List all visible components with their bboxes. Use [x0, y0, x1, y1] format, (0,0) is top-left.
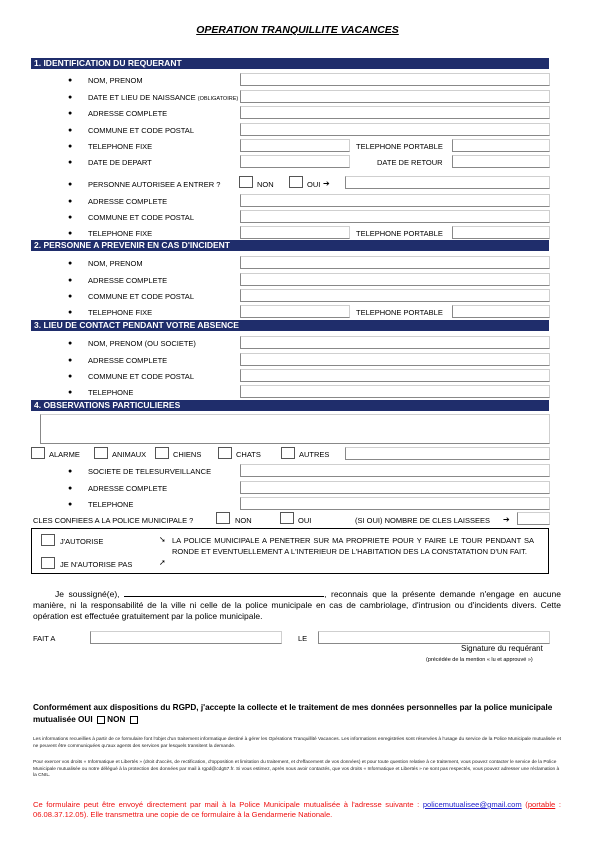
arrow-right-icon: ➔ [323, 179, 330, 188]
oui-checkbox[interactable] [289, 176, 303, 188]
label-tel-portable: TELEPHONE PORTABLE [356, 308, 443, 317]
label-tel: TELEPHONE [88, 388, 134, 397]
label-adresse: ADRESSE COMPLETE [88, 276, 168, 285]
footer-note: Ce formulaire peut être envoyé directement par mail à la Police Municipale mutualisée à l'adresse suivante : policemutualisee@gmail.com (portable : 06.08.37.12.05). Elle transmettra une copie de ce formulaire à la Gendarmerie Nationale. [33, 800, 561, 819]
bullet: ● [68, 309, 73, 316]
footer-text-1: Ce formulaire peut être envoyé directement par mail à la Police Municipale mutualisée à l'adresse suivante : [33, 800, 420, 809]
date-retour-field[interactable] [452, 155, 550, 168]
date-depart-field[interactable] [240, 155, 350, 168]
label-nom: NOM, PRENOM [88, 259, 143, 268]
observations-textarea[interactable] [40, 414, 550, 444]
adresse-autorisee-field[interactable] [240, 194, 550, 207]
bullet: ● [68, 214, 73, 221]
rgpd-consent [33, 702, 561, 726]
label-personne-autorisee: PERSONNE AUTORISEE A ENTRER ? [88, 180, 221, 189]
label-non: NON [235, 516, 252, 525]
prevenir-nom-field[interactable] [240, 256, 550, 269]
autres-checkbox[interactable] [281, 447, 295, 459]
label-nom: NOM, PRENOM [88, 76, 143, 85]
societe-adresse-field[interactable] [240, 481, 550, 494]
declaration-start: Je soussigné(e), [55, 589, 120, 599]
declaration-paragraph [33, 588, 561, 622]
cles-oui-checkbox[interactable] [280, 512, 294, 524]
section-1-header: 1. IDENTIFICATION DU REQUERANT [31, 58, 549, 69]
societe-tel-field[interactable] [240, 497, 550, 510]
bullet: ● [68, 159, 73, 166]
label-obligatoire: (OBLIGATOIRE) [197, 96, 239, 102]
label-le: LE [298, 634, 308, 643]
bullet: ● [68, 277, 73, 284]
arrow-up-right-icon: ➚ [159, 558, 166, 567]
bullet: ● [68, 110, 73, 117]
section-3-header: 3. LIEU DE CONTACT PENDANT VOTRE ABSENCE [31, 320, 549, 331]
label-tel-fixe: TELEPHONE FIXE [88, 308, 153, 317]
label-autorise-pas: JE N'AUTORISE PAS [60, 560, 133, 569]
label-societe: SOCIETE DE TELESURVEILLANCE [88, 467, 212, 476]
label-cles: CLES CONFIEES A LA POLICE MUNICIPALE ? [33, 516, 194, 525]
label-adresse: ADRESSE COMPLETE [88, 484, 168, 493]
commune-field[interactable] [240, 123, 550, 136]
non-checkbox[interactable] [239, 176, 253, 188]
fait-a-field[interactable] [90, 631, 282, 644]
bullet: ● [68, 260, 73, 267]
section-4-header: 4. OBSERVATIONS PARTICULIERES [31, 400, 549, 411]
label-non: NON [257, 180, 274, 189]
label-nom-societe: NOM, PRENOM (OU SOCIETE) [88, 339, 196, 348]
prevenir-tel-fixe-field[interactable] [240, 305, 350, 318]
label-autres: AUTRES [299, 450, 330, 459]
personne-autorisee-field[interactable] [345, 176, 550, 189]
date-signature-field[interactable] [318, 631, 550, 644]
rgpd-info-2: Pour exercer vos droits « Informatique et Libertés » (droit d'accès, de rectification, d'opposition et limitation du traitement, et d'effacement de vos données) et pour toute question relative à ce traitement, vous pouvez contacter le service de la Police Municipale mutualisée ou notre délégué à la protection des données par mail à rgpd@cdg57.fr. Si vous estimez, après nous avoir contactés, que vos droits « Informatique et Libertés » ne sont pas respectés, vous pouvez adresser une réclamation à la CNIL. [33, 760, 560, 778]
bullet: ● [68, 198, 73, 205]
footer-portable-label: portable [527, 800, 556, 809]
contact-commune-field[interactable] [240, 369, 550, 382]
rgpd-non-label: NON [107, 715, 126, 724]
label-oui: OUI [307, 180, 321, 189]
label-autorise: J'AUTORISE [60, 537, 104, 546]
section-2-header: 2. PERSONNE A PREVENIR EN CAS D'INCIDENT [31, 240, 549, 251]
chats-checkbox[interactable] [218, 447, 232, 459]
footer-text-2: ). Elle transmettra une copie de ce formulaire à la Gendarmerie Nationale. [83, 810, 333, 819]
rgpd-info-1: Les informations recueillies à partir de ce formulaire font l'objet d'un traitement informatique destiné à gérer les Opérations Tranquillité Vacances. Les informations enregistrées sont réservées à l'usage du service de la Police Municipale mutualisée et ne peuvent être communiquées qu'aux agents des services par lesquels transitent la demande. [33, 737, 561, 749]
bullet: ● [68, 357, 73, 364]
contact-adresse-field[interactable] [240, 353, 550, 366]
label-adresse: ADRESSE COMPLETE [88, 356, 168, 365]
declaration-rest: , reconnais que la présente demande n'engage en aucune manière, ni la responsabilité de la ville ni celle de la police municipale en cas de cambriolage, d'intrusion ou d'incidents divers. Cette opération est effectuée gratuitement par la police municipale. [33, 589, 561, 621]
bullet: ● [68, 127, 73, 134]
label-tel-fixe: TELEPHONE FIXE [88, 229, 153, 238]
label-commune: COMMUNE ET CODE POSTAL [88, 126, 194, 135]
tel-fixe-field[interactable] [240, 139, 350, 152]
rgpd-non-checkbox[interactable] [130, 716, 138, 724]
page-title: OPERATION TRANQUILLITE VACANCES [196, 24, 399, 36]
tel-fixe-autorisee-field[interactable] [240, 226, 350, 239]
label-tel: TELEPHONE [88, 500, 134, 509]
autorisation-text: LA POLICE MUNICIPALE A PENETRER SUR MA PROPRIETE POUR Y FAIRE LE TOUR PENDANT SA RONDE ET EVENTUELLEMENT A L'INTERIEUR DE L'HABITATION DES LA CONSTATATION D'UN FAIT. [172, 536, 534, 556]
adresse-field[interactable] [240, 106, 550, 119]
bullet: ● [68, 501, 73, 508]
autorise-checkbox[interactable] [41, 534, 55, 546]
label-tel-fixe: TELEPHONE FIXE [88, 142, 153, 151]
label-commune: COMMUNE ET CODE POSTAL [88, 292, 194, 301]
label-adresse: ADRESSE COMPLETE [88, 109, 168, 118]
label-adresse: ADRESSE COMPLETE [88, 197, 168, 206]
bullet: ● [68, 293, 73, 300]
autres-field[interactable] [345, 447, 550, 460]
footer-email-link[interactable]: policemutualisee@gmail.com [422, 800, 522, 809]
autorise-pas-checkbox[interactable] [41, 557, 55, 569]
label-date-naissance [88, 93, 238, 104]
nombre-cles-field[interactable] [517, 512, 550, 525]
nom-soussigne-line[interactable] [124, 588, 324, 597]
bullet: ● [68, 468, 73, 475]
label-chiens: CHIENS [173, 450, 202, 459]
label-alarme: ALARME [49, 450, 80, 459]
arrow-down-right-icon: ➘ [159, 535, 166, 544]
footer-portable-number: : 06.08.37.12.05 [33, 800, 561, 819]
tel-portable-field[interactable] [452, 139, 550, 152]
commune-autorisee-field[interactable] [240, 210, 550, 223]
alarme-checkbox[interactable] [31, 447, 45, 459]
contact-nom-field[interactable] [240, 336, 550, 349]
arrow-right-icon: ➔ [503, 515, 510, 524]
bullet: ● [68, 485, 73, 492]
bullet: ● [68, 373, 73, 380]
bullet: ● [68, 389, 73, 396]
rgpd-main: Conformément aux dispositions du RGPD, j'accepte la collecte et le traitement de mes données personnelles par la police municipale mutualisée OUI [33, 703, 553, 724]
animaux-checkbox[interactable] [94, 447, 108, 459]
bullet: ● [68, 143, 73, 150]
signature-label: Signature du requérant [461, 644, 543, 653]
chiens-checkbox[interactable] [155, 447, 169, 459]
bullet: ● [68, 94, 73, 101]
societe-field[interactable] [240, 464, 550, 477]
label-commune: COMMUNE ET CODE POSTAL [88, 372, 194, 381]
bullet: ● [68, 230, 73, 237]
label-fait-a: FAIT A [33, 634, 56, 643]
bullet: ● [68, 340, 73, 347]
label-date-retour: DATE DE RETOUR [377, 158, 443, 167]
label-commune: COMMUNE ET CODE POSTAL [88, 213, 194, 222]
bullet: ● [68, 77, 73, 84]
bullet: ● [68, 181, 73, 188]
contact-tel-field[interactable] [240, 385, 550, 398]
label-tel-portable: TELEPHONE PORTABLE [356, 142, 443, 151]
rgpd-oui-checkbox[interactable] [97, 716, 105, 724]
label-oui: OUI [298, 516, 312, 525]
label-date-depart: DATE DE DEPART [88, 158, 152, 167]
prevenir-adresse-field[interactable] [240, 273, 550, 286]
label-tel-portable: TELEPHONE PORTABLE [356, 229, 443, 238]
label-animaux: ANIMAUX [112, 450, 147, 459]
label-chats: CHATS [236, 450, 261, 459]
nom-field[interactable] [240, 73, 550, 86]
prevenir-commune-field[interactable] [240, 289, 550, 302]
label-nombre-cles: (SI OUI) NOMBRE DE CLES LAISSEES [355, 516, 491, 525]
prevenir-tel-portable-field[interactable] [452, 305, 550, 318]
cles-non-checkbox[interactable] [216, 512, 230, 524]
label-date-naissance-text: DATE ET LIEU DE NAISSANCE [88, 93, 196, 102]
signature-note: (précédée de la mention « lu et approuvé ») [426, 657, 533, 663]
date-naissance-field[interactable] [240, 90, 550, 103]
tel-portable-autorisee-field[interactable] [452, 226, 550, 239]
